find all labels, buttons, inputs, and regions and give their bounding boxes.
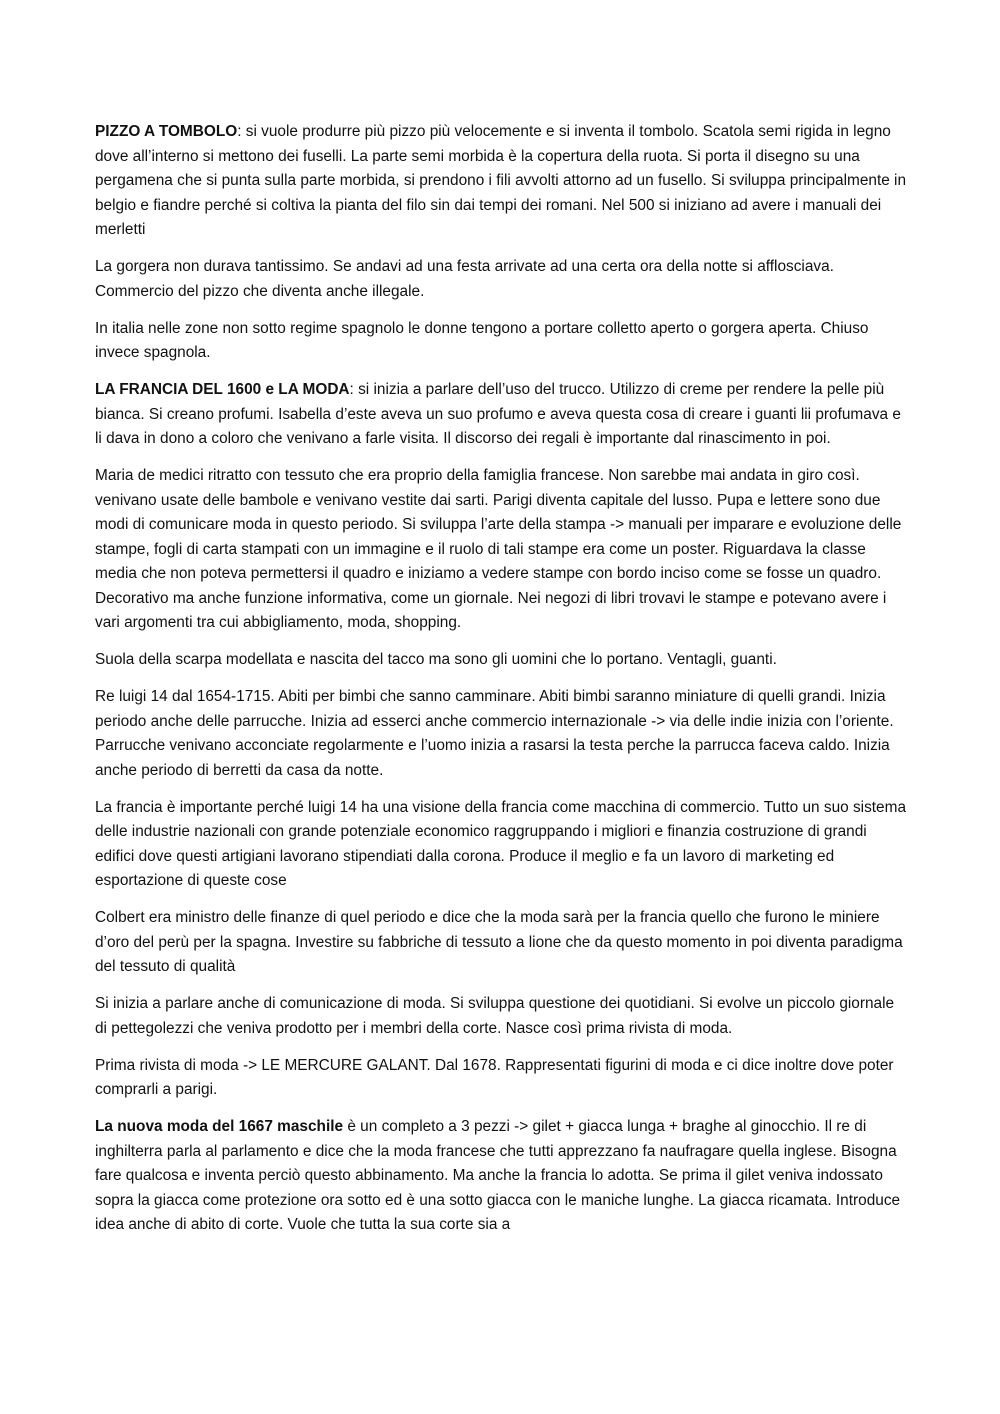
paragraph-prima-rivista	[95, 1054, 907, 1103]
paragraph-comunicazione	[95, 992, 907, 1041]
paragraph-heading: La nuova moda del 1667 maschile	[95, 1118, 344, 1135]
paragraph-nuova-moda-1667	[95, 1115, 907, 1238]
paragraph-colbert	[95, 906, 907, 980]
document-page	[95, 120, 907, 1250]
paragraph-text: In italia nelle zone non sotto regime spagnolo le donne tengono a portare colletto aperto o gorgera aperta. Chiuso invece spagnola.	[95, 319, 869, 361]
paragraph-text: : si vuole produrre più pizzo più velocemente e si inventa il tombolo. Scatola semi rigida in legno dove all’interno si mettono dei fuselli. La parte semi morbida è la copertura della ruota. Si porta il disegno su una pergamena che si punta sulla parte morbida, si prendono i fili avvolti attorno ad un fusello. Si sviluppa principalmente in belgio e fiandre perché si coltiva la pianta del filo sin dai tempi dei romani. Nel 500 si iniziano ad avere i manuali dei merletti	[95, 123, 907, 238]
paragraph-text: è un completo a 3 pezzi -> gilet + giacca lunga + braghe al ginocchio. Il re di inghilterra parla al parlamento e dice che la moda francese che tutti apprezzano fa naufragare quella inglese. Bisogna fare qualcosa e inventa perciò questo abbinamento. Ma anche la francia lo adotta. Se prima il gilet veniva indossato sopra la giacca come protezione ora sotto ed è una sotto giacca con le maniche lunghe. La giacca ricamata. Introduce idea anche di abito di corte. Vuole che tutta la sua corte sia a	[95, 1118, 901, 1233]
paragraph-francia-1600	[95, 378, 907, 452]
paragraph-francia-commercio	[95, 796, 907, 894]
paragraph-text: Colbert era ministro delle finanze di quel periodo e dice che la moda sarà per la francia quello che furono le miniere d’oro del perù per la spagna. Investire su fabbriche di tessuto a lione che da questo momento in poi diventa paradigma del tessuto di qualità	[95, 909, 903, 975]
paragraph-text: Suola della scarpa modellata e nascita del tacco ma sono gli uomini che lo portano. Ventagli, guanti.	[95, 651, 777, 668]
paragraph-pizzo-a-tombolo	[95, 120, 907, 243]
paragraph-italia	[95, 317, 907, 366]
paragraph-gorgera	[95, 255, 907, 304]
paragraph-suola	[95, 648, 907, 673]
paragraph-text: : si inizia a parlare dell’uso del trucco. Utilizzo di creme per rendere la pelle più bianca. Si creano profumi. Isabella d’este aveva un suo profumo e aveva questa cosa di creare i guanti lii profumava e li dava in dono a coloro che venivano a farle visita. Il discorso dei regali è importante dal rinascimento in poi.	[95, 381, 901, 447]
paragraph-heading: PIZZO A TOMBOLO	[95, 123, 238, 140]
paragraph-text: Maria de medici ritratto con tessuto che era proprio della famiglia francese. Non sarebbe mai andata in giro così. venivano usate delle bambole e venivano vestite dai sarti. Parigi diventa capitale del lusso. Pupa e lettere sono due modi di comunicare moda in questo periodo. Si sviluppa l’arte della stampa -> manuali per imparare e evoluzione delle stampe, fogli di carta stampati con un immagine e il ruolo di tali stampe era come un poster. Riguardava la classe media che non poteva permettersi il quadro e iniziamo a vedere stampe con bordo inciso come se fosse un quadro. Decorativo ma anche funzione informativa, come un giornale. Nei negozi di libri trovavi le stampe e potevano avere i vari argomenti tra cui abbigliamento, moda, shopping.	[95, 467, 902, 631]
paragraph-text: Si inizia a parlare anche di comunicazione di moda. Si sviluppa questione dei quotidiani. Si evolve un piccolo giornale di pettegolezzi che veniva prodotto per i membri della corte. Nasce così prima rivista di moda.	[95, 995, 895, 1037]
paragraph-text: La gorgera non durava tantissimo. Se andavi ad una festa arrivate ad una certa ora della notte si afflosciava. Commercio del pizzo che diventa anche illegale.	[95, 258, 834, 300]
paragraph-text: Re luigi 14 dal 1654-1715. Abiti per bimbi che sanno camminare. Abiti bimbi saranno miniature di quelli grandi. Inizia periodo anche delle parrucche. Inizia ad esserci anche commercio internazionale -> via delle indie inizia con l’oriente. Parrucche venivano acconciate regolarmente e l’uomo inizia a rasarsi la testa perche la parrucca faceva caldo. Inizia anche periodo di berretti da casa da notte.	[95, 688, 894, 779]
paragraph-re-luigi	[95, 685, 907, 783]
paragraph-heading: LA FRANCIA DEL 1600 e LA MODA	[95, 381, 350, 398]
paragraph-text: Prima rivista di moda -> LE MERCURE GALANT. Dal 1678. Rappresentati figurini di moda e ci dice inoltre dove poter comprarli a parigi.	[95, 1056, 894, 1098]
paragraph-maria-de-medici	[95, 464, 907, 636]
paragraph-text: La francia è importante perché luigi 14 ha una visione della francia come macchina di commercio. Tutto un suo sistema delle industrie nazionali con grande potenziale economico raggruppando i migliori e finanzia costruzione di grandi edifici dove questi artigiani lavorano stipendiati dalla corona. Produce il meglio e fa un lavoro di marketing ed esportazione di queste cose	[95, 798, 906, 889]
